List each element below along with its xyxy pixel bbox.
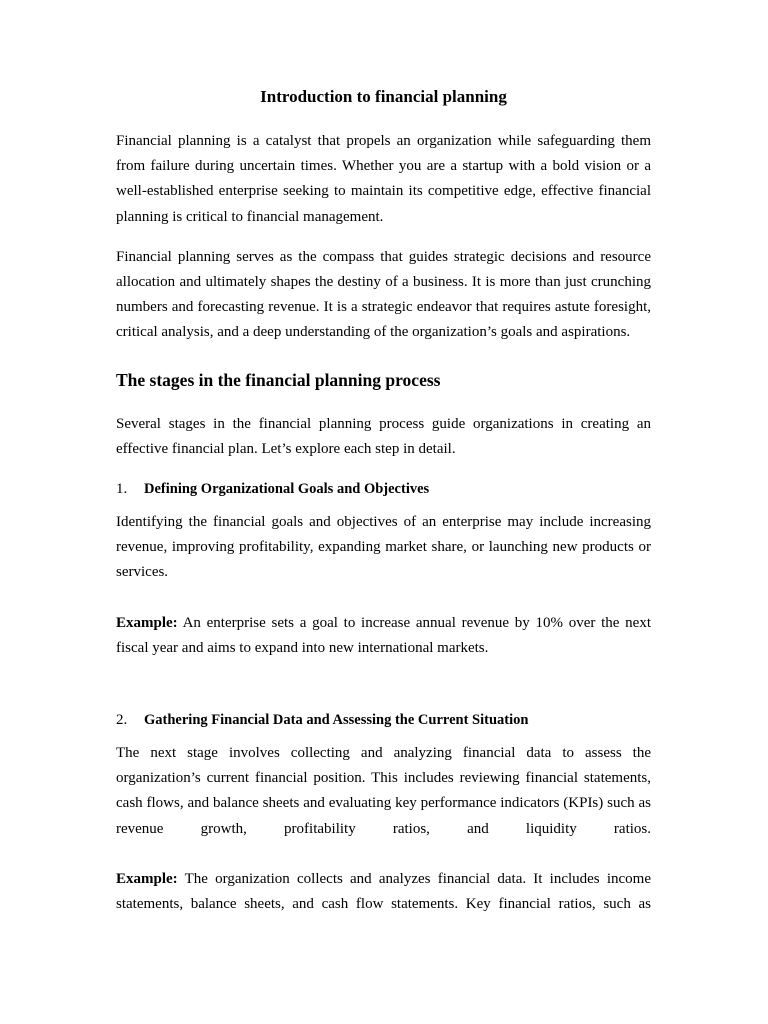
example-label: Example: [116, 870, 178, 887]
intro-paragraph-2: Financial planning serves as the compass that guides strategic decisions and resource allocation and ultimately shapes the destiny of a business. It is more than just crunching numbers and forecasting revenue. It is a strategic endeavor that requires astute foresight, critical analysis, and a deep understanding of the organization’s goals and aspirations. [116, 248, 651, 341]
blank-line [116, 842, 651, 867]
stage-body-1: Identifying the financial goals and objectives of an enterprise may include increasing revenue, improving profitability, expanding market share, or launching new products or services. [116, 514, 651, 581]
example-label: Example: [116, 614, 178, 631]
stage-number: 1. [116, 481, 128, 498]
example-text: The organization collects and analyzes financial data. It includes income statements, balance sheets, and cash flow statements. Key financial ratios, such as [116, 870, 651, 913]
stage-example-1 [116, 611, 651, 661]
stage-example-2 [116, 867, 651, 917]
blank-line [116, 586, 651, 611]
stage-heading-2 [116, 709, 651, 731]
example-text: An enterprise sets a goal to increase annual revenue by 10% over the next fiscal year and aims to expand into new international markets. [116, 614, 651, 656]
section-intro: Several stages in the financial planning process guide organizations in creating an effective financial plan. Let’s explore each step in detail. [116, 415, 651, 457]
intro-paragraph-1: Financial planning is a catalyst that propels an organization while safeguarding them from failure during uncertain times. Whether you are a startup with a bold vision or a well-established enterprise seeking to maintain its competitive edge, effective financial planning is critical to financial management. [116, 133, 651, 225]
document-page [116, 84, 651, 917]
stage-body-2: The next stage involves collecting and analyzing financial data to assess the organization’s current financial position. This includes reviewing financial statements, cash flows, and balance sheets and evaluating key performance indicators (KPIs) such as revenue growth, profitability ratios, and liquidity ratios. [116, 745, 651, 837]
stage-title: Gathering Financial Data and Assessing the Current Situation [144, 712, 529, 729]
section-heading: The stages in the financial planning process [116, 369, 441, 390]
stage-number: 2. [116, 712, 128, 729]
stage-heading-1 [116, 478, 651, 500]
blank-line [116, 661, 651, 709]
stage-title: Defining Organizational Goals and Objectives [144, 481, 430, 498]
document-title: Introduction to financial planning [260, 87, 507, 106]
